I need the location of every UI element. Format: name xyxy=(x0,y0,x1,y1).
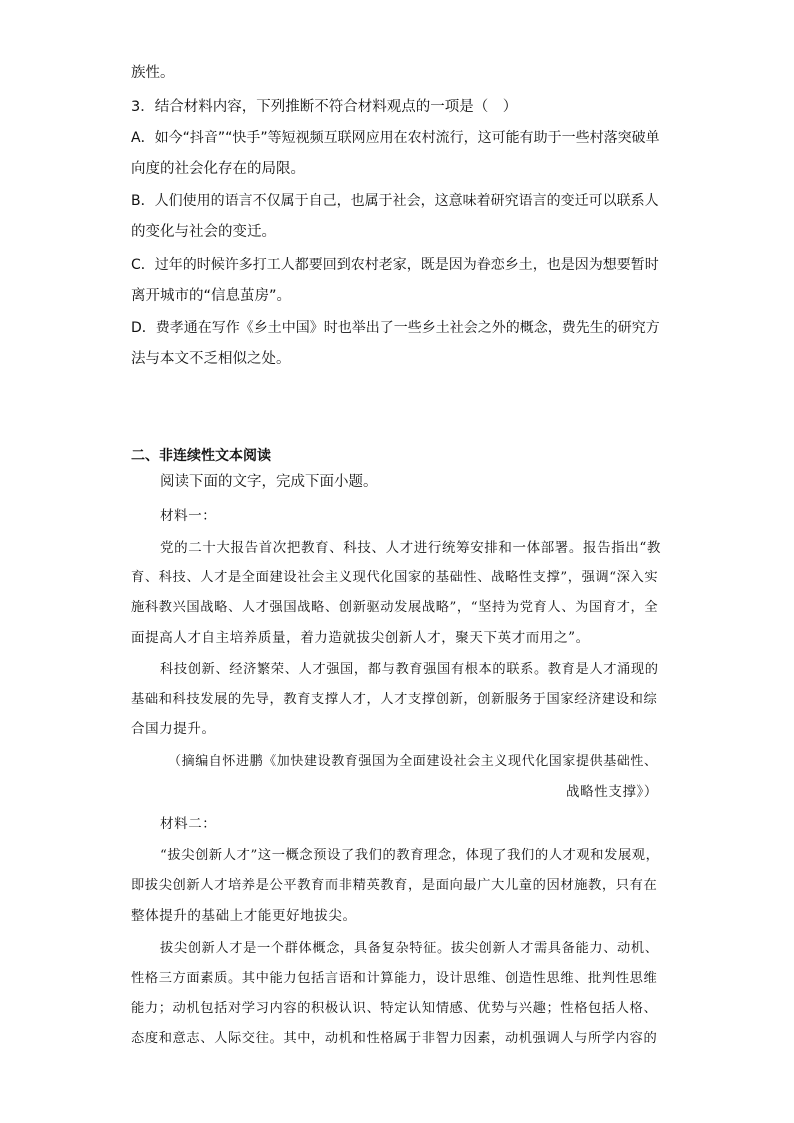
paragraph-line: 党的二十大报告首次把教育、科技、人才进行统筹安排和一体部署。报告指出“教 xyxy=(160,540,662,556)
paragraph-line: 态度和意志、人际交往。其中，动机和性格属于非智力因素，动机强调人与所学内容的 xyxy=(131,1031,658,1046)
option-c: C．过年的时候许多打工人都要回到农村老家，既是因为眷恋乡土，也是因为想要暂时 xyxy=(131,257,659,273)
paragraph-line: 性格三方面素质。其中能力包括言语和计算能力，设计思维、创造性思维、批判性思维 xyxy=(131,971,658,986)
option-a: A．如今“抖音”“快手”等短视频互联网应用在农村流行，这可能有助于一些村落突破单 xyxy=(131,130,660,146)
source-citation: （摘编自怀进鹏《加快建设教育强国为全面建设社会主义现代化国家提供基础性、 xyxy=(168,754,658,769)
paragraph-line: 即拔尖创新人才培养是公平教育而非精英教育，是面向最广大儿童的因材施教，只有在 xyxy=(131,878,658,893)
paragraph-line: 整体提升的基础上才能更好地拔尖。 xyxy=(131,908,357,924)
option-b: B．人们使用的语言不仅属于自己，也属于社会，这意味着研究语言的变迁可以联系人 xyxy=(131,193,659,209)
paragraph-line: 拔尖创新人才是一个群体概念，具备复杂特征。拔尖创新人才需具备能力、动机、 xyxy=(160,941,659,956)
paragraph-line: “拔尖创新人才”这一概念预设了我们的教育理念，体现了我们的人才观和发展观， xyxy=(160,848,660,863)
paragraph-line: 基础和科技发展的先导，教育支撑人才，人才支撑创新，创新服务于国家经济建设和综 xyxy=(131,692,658,707)
paragraph-line: 育、科技、人才是全面建设社会主义现代化国家的基础性、战略性支撑”，强调“深入实 xyxy=(131,570,659,585)
paragraph-line: 能力；动机包括对学习内容的积极认识、特定认知情感、优势与兴趣；性格包括人格、 xyxy=(131,1001,658,1016)
paragraph-line: 科技创新、经济繁荣、人才强国，都与教育强国有根本的联系。教育是人才涌现的 xyxy=(160,662,659,677)
option-d-cont: 法与本文不乏相似之处。 xyxy=(131,351,291,367)
option-c-cont: 离开城市的“信息茧房”。 xyxy=(131,288,292,304)
option-d: D．费孝通在写作《乡土中国》时也举出了一些乡土社会之外的概念，费先生的研究方 xyxy=(131,320,660,336)
source-citation-cont: 战略性支撑》） xyxy=(566,784,658,800)
paragraph-line: 面提高人才自主培养质量，着力造就拔尖创新人才，聚天下英才而用之”。 xyxy=(131,630,590,646)
paragraph-line: 施科教兴国战略、人才强国战略、创新驱动发展战略”，“坚持为党育人、为国育才，全 xyxy=(131,600,659,615)
option-b-cont: 的变化与社会的变迁。 xyxy=(131,224,276,240)
material-2-label: 材料二： xyxy=(160,816,217,832)
text-line: 族性。 xyxy=(131,65,175,81)
option-a-cont: 向度的社会化存在的局限。 xyxy=(131,161,305,177)
instruction: 阅读下面的文字，完成下面小题。 xyxy=(160,474,378,490)
section-heading: 二、非连续性文本阅读 xyxy=(131,448,271,464)
paragraph-line: 合国力提升。 xyxy=(131,721,216,737)
material-1-label: 材料一： xyxy=(160,508,217,524)
question-3-stem: 3．结合材料内容，下列推断不符合材料观点的一项是（ ） xyxy=(131,99,518,115)
